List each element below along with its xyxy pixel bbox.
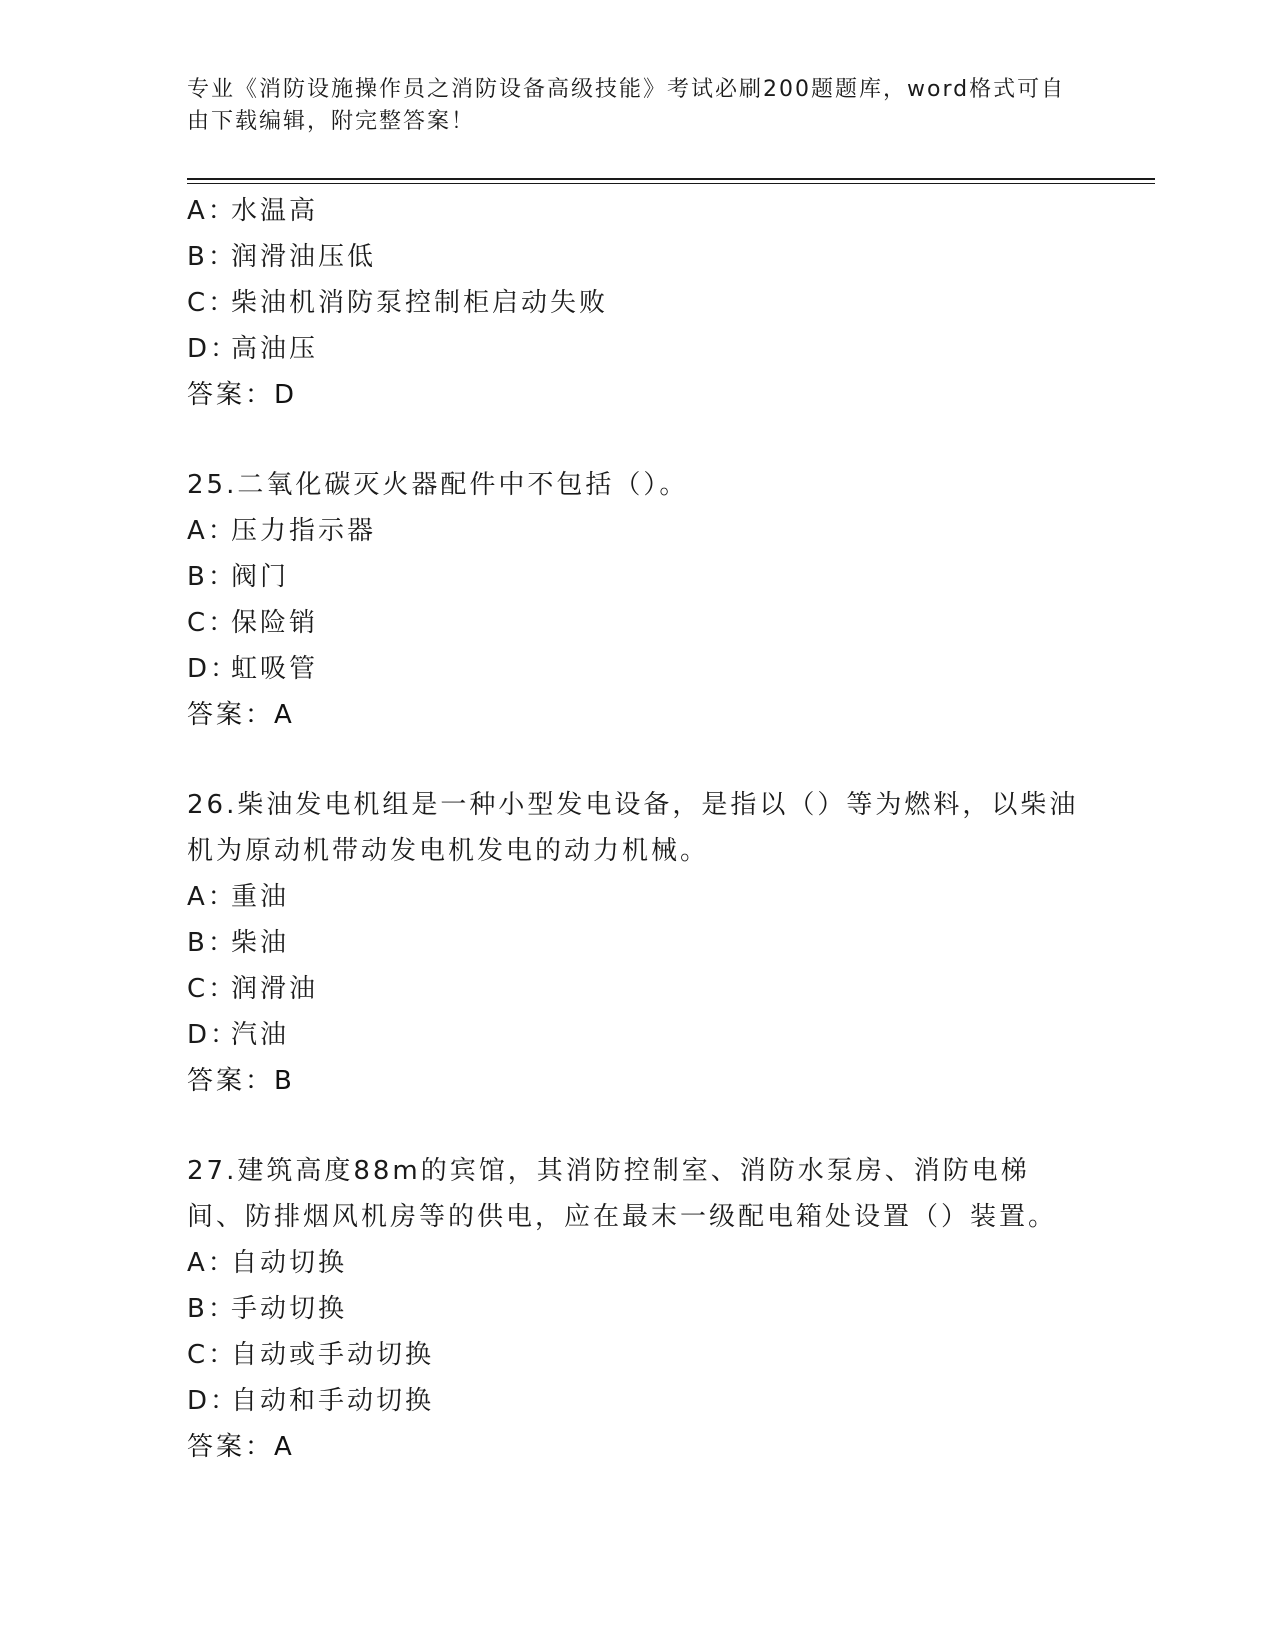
option-d [187, 1378, 1087, 1424]
header-divider-thin [187, 183, 1155, 184]
option-key: C： [187, 1340, 238, 1370]
answer-line: 答案：D [187, 380, 298, 410]
answer-line: 答案：A [187, 700, 295, 730]
option-a [187, 188, 1087, 234]
option-c [187, 600, 1087, 646]
option-b [187, 234, 1087, 280]
option-key: B： [187, 242, 237, 272]
option-b [187, 1286, 1087, 1332]
question-24-continued [187, 188, 1087, 418]
option-key: C： [187, 608, 238, 638]
option-text: 柴油 [231, 928, 290, 958]
option-key: A： [187, 196, 237, 226]
option-text: 保险销 [231, 608, 319, 638]
option-text: 自动切换 [231, 1248, 348, 1278]
option-c [187, 966, 1087, 1012]
option-text: 手动切换 [231, 1294, 348, 1324]
option-text: 润滑油压低 [231, 242, 377, 272]
option-key: D： [187, 334, 240, 364]
option-text: 润滑油 [231, 974, 319, 1004]
option-key: B： [187, 1294, 237, 1324]
option-a [187, 508, 1087, 554]
option-b [187, 554, 1087, 600]
option-d [187, 1012, 1087, 1058]
option-key: A： [187, 516, 237, 546]
option-key: C： [187, 974, 238, 1004]
document-header: 专业《消防设施操作员之消防设备高级技能》考试必刷200题题库，word格式可自由下载编辑，附完整答案！ [187, 77, 1066, 134]
question-stem: 26.柴油发电机组是一种小型发电设备，是指以（）等为燃料，以柴油机为原动机带动发电机发电的动力机械。 [187, 790, 1079, 866]
option-text: 水温高 [231, 196, 319, 226]
option-text: 阀门 [231, 562, 290, 592]
option-text: 重油 [231, 882, 290, 912]
question-stem: 25.二氧化碳灭火器配件中不包括（）。 [187, 470, 689, 500]
option-text: 高油压 [231, 334, 319, 364]
option-c [187, 1332, 1087, 1378]
option-c [187, 280, 1087, 326]
option-d [187, 326, 1087, 372]
option-a [187, 1240, 1087, 1286]
question-26 [187, 782, 1087, 1104]
answer-line: 答案：B [187, 1066, 295, 1096]
header-divider-thick [187, 178, 1155, 180]
option-key: C： [187, 288, 238, 318]
option-key: B： [187, 928, 237, 958]
question-stem: 27.建筑高度88m的宾馆，其消防控制室、消防水泵房、消防电梯间、防排烟风机房等的供电，应在最末一级配电箱处设置（）装置。 [187, 1156, 1058, 1232]
question-25 [187, 462, 1087, 738]
option-key: A： [187, 882, 237, 912]
option-key: A： [187, 1248, 237, 1278]
option-d [187, 646, 1087, 692]
option-key: B： [187, 562, 237, 592]
option-key: D： [187, 654, 240, 684]
answer-line: 答案：A [187, 1432, 295, 1462]
question-27 [187, 1148, 1087, 1470]
option-text: 汽油 [231, 1020, 290, 1050]
option-text: 柴油机消防泵控制柜启动失败 [231, 288, 609, 318]
option-b [187, 920, 1087, 966]
option-key: D： [187, 1386, 240, 1416]
option-text: 自动或手动切换 [231, 1340, 435, 1370]
option-text: 自动和手动切换 [231, 1386, 435, 1416]
option-text: 虹吸管 [231, 654, 319, 684]
option-a [187, 874, 1087, 920]
question-list [187, 188, 1087, 1470]
option-key: D： [187, 1020, 240, 1050]
option-text: 压力指示器 [231, 516, 377, 546]
